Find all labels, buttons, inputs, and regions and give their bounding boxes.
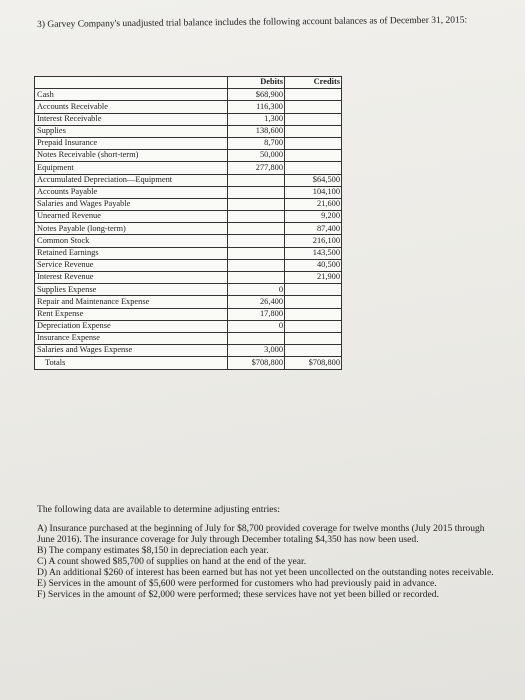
account-name-cell: Cash [35,89,228,101]
table-row [35,272,342,284]
account-name-cell: Accounts Receivable [35,101,228,113]
table-row [35,235,342,247]
header-account-cell [35,77,228,89]
debit-cell: $68,900 [228,89,285,101]
adjusting-item: C) A count showed $85,700 of supplies on hand at the end of the year. [37,556,307,567]
adjusting-data-section [37,504,499,600]
header-debits: Debits [228,77,285,89]
table-row [35,198,342,210]
credit-cell [285,308,342,320]
debit-cell [228,186,285,198]
debit-cell: 50,000 [228,150,285,162]
credit-cell [285,137,342,149]
table-row [35,284,342,296]
account-name-cell: Interest Receivable [35,113,228,125]
table-row [35,150,342,162]
credit-cell [285,150,342,162]
credit-cell: 40,500 [285,259,342,271]
table-row [35,320,342,332]
table-row [35,137,342,149]
table-row [35,296,342,308]
credit-cell [285,101,342,113]
account-name-cell: Supplies Expense [35,284,228,296]
credit-cell: 21,600 [285,198,342,210]
table-row [35,259,342,271]
account-name-cell: Notes Receivable (short-term) [35,150,228,162]
account-name-cell: Prepaid Insurance [35,137,228,149]
credit-cell: 216,100 [285,235,342,247]
debit-cell: 17,800 [228,308,285,320]
totals-credit: $708,800 [285,357,342,369]
account-name-cell: Salaries and Wages Expense [35,345,228,357]
credit-cell: 104,100 [285,186,342,198]
account-name-cell: Interest Revenue [35,272,228,284]
debit-cell: 0 [228,320,285,332]
trial-balance-table-wrapper [34,76,342,370]
table-row [35,308,342,320]
table-row [35,174,342,186]
table-row [35,332,342,344]
table-header-row [35,77,342,89]
debit-cell [228,272,285,284]
account-name-cell: Salaries and Wages Payable [35,198,228,210]
adjusting-items-list [37,523,499,600]
account-name-cell: Repair and Maintenance Expense [35,296,228,308]
trial-balance-table [34,76,342,370]
table-row [35,162,342,174]
table-row [35,223,342,235]
table-row [35,101,342,113]
account-name-cell: Rent Expense [35,308,228,320]
notes-intro: The following data are available to determine adjusting entries: [37,504,280,515]
debit-cell: 116,300 [228,101,285,113]
account-name-cell: Accounts Payable [35,186,228,198]
debit-cell [228,198,285,210]
account-name-cell: Service Revenue [35,259,228,271]
table-row [35,186,342,198]
credit-cell: 87,400 [285,223,342,235]
debit-cell: 1,300 [228,113,285,125]
adjusting-item: F) Services in the amount of $2,000 were performed; these services have not yet been billed or recorded. [37,589,440,600]
debit-cell [228,223,285,235]
totals-row [35,357,342,369]
account-name-cell: Retained Earnings [35,247,228,259]
account-name-cell: Depreciation Expense [35,320,228,332]
debit-cell: 3,000 [228,345,285,357]
table-row [35,211,342,223]
credit-cell [285,113,342,125]
debit-cell [228,247,285,259]
credit-cell [285,89,342,101]
table-row [35,345,342,357]
debit-cell: 26,400 [228,296,285,308]
credit-cell [285,125,342,137]
credit-cell: $64,500 [285,174,342,186]
credit-cell [285,345,342,357]
totals-debit: $708,800 [228,357,285,369]
question-text: 3) Garvey Company's unadjusted trial balance includes the following account balances as of December 31, 2015: [37,15,468,30]
credit-cell [285,332,342,344]
credit-cell [285,284,342,296]
credit-cell: 9,200 [285,211,342,223]
adjusting-item: E) Services in the amount of $5,600 were performed for customers who had previously paid in advance. [37,578,437,589]
account-name-cell: Common Stock [35,235,228,247]
credit-cell [285,320,342,332]
debit-cell: 0 [228,284,285,296]
debit-cell [228,211,285,223]
debit-cell: 138,600 [228,125,285,137]
credit-cell: 143,500 [285,247,342,259]
account-name-cell: Notes Payable (long-term) [35,223,228,235]
credit-cell [285,296,342,308]
adjusting-item: B) The company estimates $8,150 in depreciation each year. [37,545,269,556]
account-name-cell: Unearned Revenue [35,211,228,223]
account-name-cell: Insurance Expense [35,332,228,344]
debit-cell: 8,700 [228,137,285,149]
debit-cell [228,235,285,247]
account-name-cell: Supplies [35,125,228,137]
credit-cell: 21,900 [285,272,342,284]
debit-cell [228,174,285,186]
credit-cell [285,162,342,174]
table-row [35,113,342,125]
totals-label: Totals [35,357,228,369]
account-name-cell: Accumulated Depreciation—Equipment [35,174,228,186]
adjusting-item: D) An additional $260 of interest has been earned but has not yet been uncollected on the outstanding notes receivable. [37,567,494,578]
debit-cell: 277,800 [228,162,285,174]
table-row [35,125,342,137]
debit-cell [228,332,285,344]
table-row [35,247,342,259]
header-credits: Credits [285,77,342,89]
table-row [35,89,342,101]
debit-cell [228,259,285,271]
adjusting-item: A) Insurance purchased at the beginning of July for $8,700 provided coverage for twelve months (July 2015 through June 2016). The insurance coverage for July through December totaling $4,350 has now been used. [37,523,485,545]
trial-balance-body [35,77,342,370]
account-name-cell: Equipment [35,162,228,174]
